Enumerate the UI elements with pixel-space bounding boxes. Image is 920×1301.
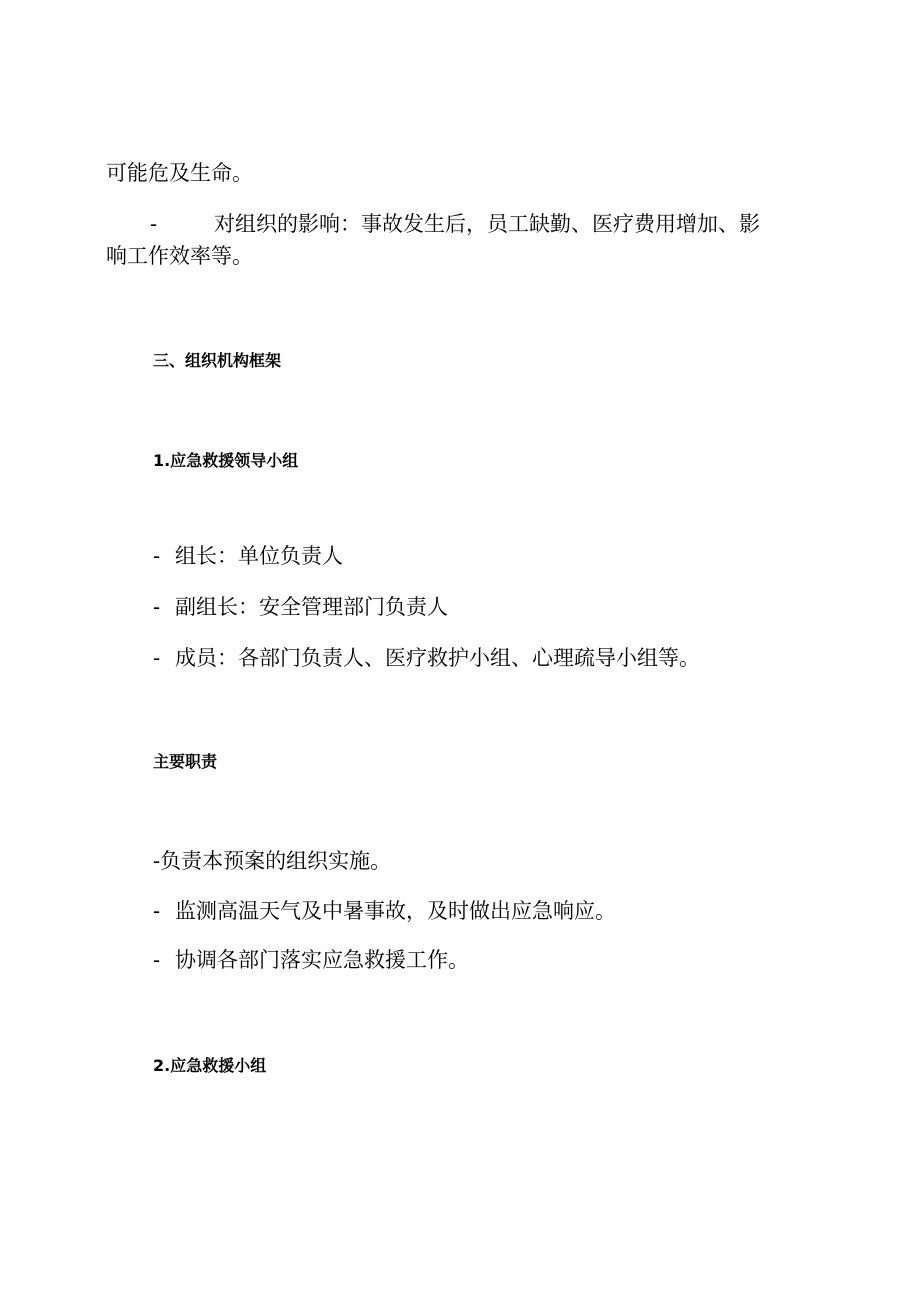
subsection-title-rescue-team: 2.应急救援小组 [153, 1056, 267, 1075]
list-item-text: 副组长：安全管理部门负责人 [175, 595, 448, 619]
dash-marker: - [153, 948, 161, 972]
list-item-duty [153, 945, 469, 975]
paragraph-impact-line2: 响工作效率等。 [106, 244, 253, 268]
paragraph-continuation: 可能危及生命。 [106, 161, 253, 185]
section-title: 三、组织机构框架 [153, 351, 282, 370]
list-item-duty [153, 846, 391, 876]
list-item-text: 成员：各部门负责人、医疗救护小组、心理疏导小组等。 [175, 646, 700, 670]
dash-marker: - [153, 646, 161, 670]
list-item-text: 负责本预案的组织实施。 [160, 849, 392, 873]
list-item-text: 监测高温天气及中暑事故，及时做出应急响应。 [175, 899, 616, 923]
subsection-title-leadership: 1.应急救援领导小组 [153, 451, 299, 470]
list-item-text: 协调各部门落实应急救援工作。 [175, 948, 469, 972]
dash-marker: - [153, 595, 161, 619]
dash-marker: - [153, 544, 161, 568]
list-item-deputy-leader [153, 592, 448, 622]
paragraph-impact-line1 [150, 209, 760, 239]
dash-marker: - [153, 849, 161, 873]
list-item-members [153, 643, 700, 673]
dash-marker: - [150, 212, 158, 236]
list-item-leader [153, 541, 343, 571]
list-item-text: 组长：单位负责人 [175, 544, 343, 568]
dash-marker: - [153, 899, 161, 923]
list-item-duty [153, 896, 616, 926]
subsection-title-duties: 主要职责 [153, 752, 218, 771]
paragraph-impact-text: 对组织的影响：事故发生后，员工缺勤、医疗费用增加、影 [214, 212, 760, 236]
